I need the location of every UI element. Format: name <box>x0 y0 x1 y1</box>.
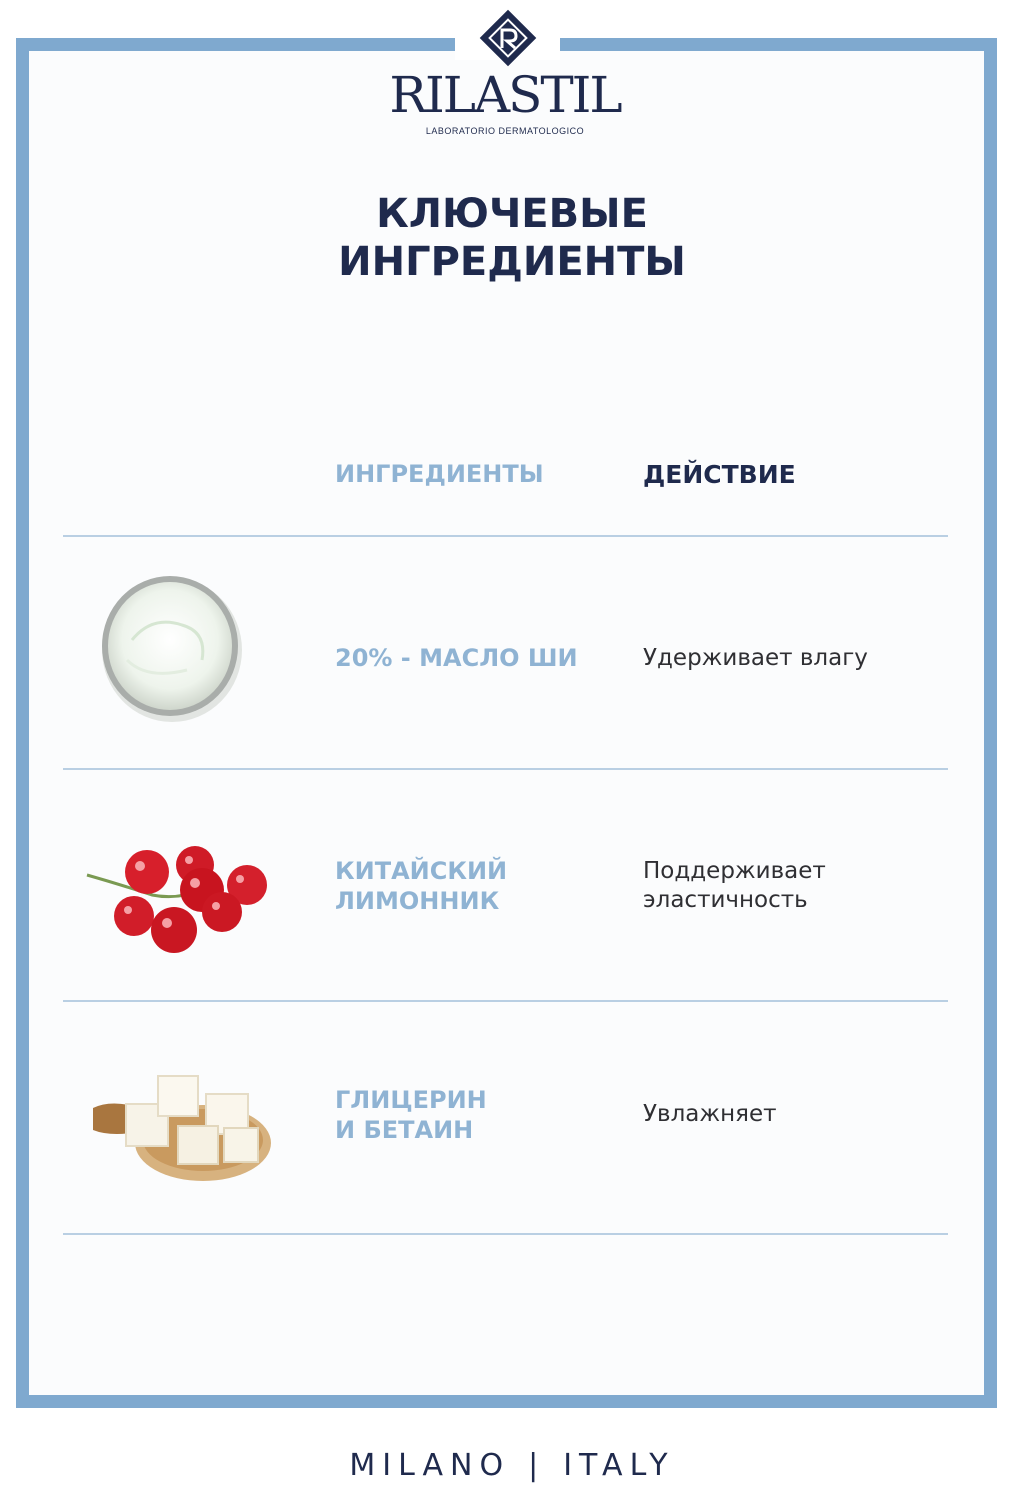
action-text-line: Увлажняет <box>643 1101 777 1127</box>
ingredient-name-line: ЛИМОННИК <box>335 887 500 915</box>
glycerin-cubes-spoon-icon <box>88 1068 273 1183</box>
footer-separator: | <box>528 1448 546 1483</box>
ingredient-action-schisandra <box>643 857 826 915</box>
ingredient-name-line: ГЛИЦЕРИН <box>335 1086 487 1114</box>
footer-location <box>0 1448 1024 1483</box>
ingredient-name-line: И БЕТАИН <box>335 1116 474 1144</box>
table-divider <box>63 1233 948 1235</box>
footer-city: MILANO <box>349 1448 511 1483</box>
page-title <box>212 190 812 286</box>
page-title-line1: КЛЮЧЕВЫЕ <box>376 191 648 237</box>
ingredient-name-shea <box>335 643 578 673</box>
brand-tagline: LABORATORIO DERMATOLOGICO <box>425 126 585 136</box>
table-divider <box>63 768 948 770</box>
action-text-line: эластичность <box>643 887 808 913</box>
column-header-ingredients: ИНГРЕДИЕНТЫ <box>335 460 544 488</box>
table-divider <box>63 1000 948 1002</box>
page-title-line2: ИНГРЕДИЕНТЫ <box>338 239 686 285</box>
ingredient-name-line: КИТАЙСКИЙ <box>335 857 508 885</box>
ingredient-name-glycerin <box>335 1085 487 1145</box>
footer-country: ITALY <box>563 1448 675 1483</box>
schisandra-berries-icon <box>82 840 277 960</box>
ingredient-name-line: 20% - МАСЛО ШИ <box>335 644 578 672</box>
shea-butter-bowl-icon <box>92 570 247 730</box>
ingredient-name-schisandra <box>335 856 507 916</box>
action-text-line: Поддерживает <box>643 858 826 884</box>
brand-wordmark: RILASTIL <box>389 66 621 124</box>
brand-logo-icon <box>478 8 538 68</box>
column-header-action: ДЕЙСТВИЕ <box>643 460 796 489</box>
table-divider <box>63 535 948 537</box>
ingredient-action-shea <box>643 644 868 673</box>
action-text-line: Удерживает влагу <box>643 645 868 671</box>
ingredient-action-glycerin <box>643 1100 777 1129</box>
